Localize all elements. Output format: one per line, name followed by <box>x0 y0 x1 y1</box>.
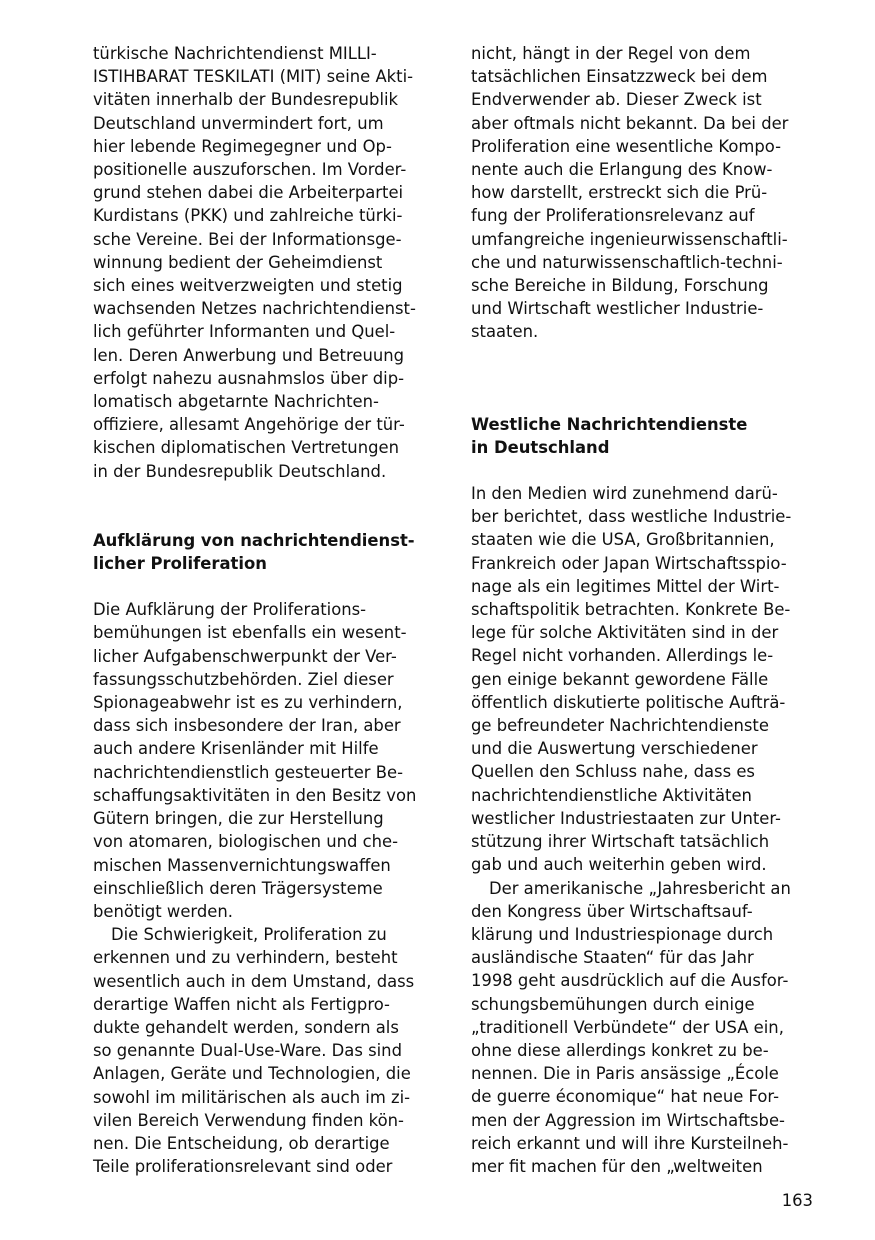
spacer <box>93 483 443 529</box>
spacer <box>93 575 443 598</box>
spacer <box>471 344 821 390</box>
right-paragraph-2: In den Medien wird zunehmend darü- ber berichtet, dass westliche Industrie- staaten wie die USA, Großbritannien, Frankreich oder Japan Wirtschaftsspio- nage als ein legitimes Mittel der Wirt- schaftspolitik betrachten. Konkrete Be- lege für solche Aktivitäten sind in der Regel nicht vorhanden. Allerdings le- gen einige bekannt gewordene Fälle öffentlich diskutierte politische Aufträ- ge befreundeter Nachrichtendienste und die Auswertung verschiedener Quellen den Schluss nahe, dass es nachrichtendienstliche Aktivitäten westlicher Industriestaaten zur Unter- stützung ihrer Wirtschaft tatsächlich gab und auch weiterhin geben wird. <box>471 484 792 875</box>
left-paragraph-2: Die Aufklärung der Proliferations- bemühungen ist ebenfalls ein wesent- licher Aufgabenschwerpunkt der Ver- fassungsschutzbehörden. Ziel dieser Spionageabwehr ist es zu verhindern, dass sich insbesondere der Iran, aber auch andere Krisenländer mit Hilfe nachrichtendienstlich gesteuerter Be- schaffungsaktivitäten in den Besitz von Gütern bringen, die zur Herstellung von atomaren, biologischen und che- mischen Massenvernichtungswaffen einschließlich deren Trägersysteme benötigt werden. <box>93 600 417 921</box>
heading-proliferation: Aufklärung von nachrichtendienst- licher Proliferation <box>93 530 415 574</box>
right-column <box>471 42 821 1178</box>
right-paragraph-1: nicht, hängt in der Regel von dem tatsächlichen Einsatzzweck bei dem Endverwender ab. Dieser Zweck ist aber oftmals nicht bekannt. Da bei der Proliferation eine wesentliche Kompo- nente auch die Erlangung des Know- how darstellt, erstreckt sich die Prü- fung der Proliferationsrelevanz auf umfangreiche ingenieurwissenschaftli- che und naturwissenschaftlich-techni- sche Bereiche in Bildung, Forschung und Wirtschaft westlicher Industrie- staaten. <box>471 44 789 342</box>
heading-western-services: Westliche Nachrichtendienste in Deutschland <box>471 414 748 457</box>
right-paragraph-3: Der amerikanische „Jahresbericht an den Kongress über Wirtschaftsauf- klärung und Industriespionage durch ausländische Staaten“ für das Jahr 1998 geht ausdrücklich auf die Ausfor- schungsbemühungen durch einige „traditionell Verbündete“ der USA ein, ohne diese allerdings konkret zu be- nennen. Die in Paris ansässige „École de guerre économique“ hat neue For- men der Aggression im Wirtschaftsbe- reich erkannt und will ihre Kursteilneh- mer fit machen für den „weltweiten <box>471 878 791 1176</box>
left-paragraph-1: türkische Nachrichtendienst MILLI- ISTIHBARAT TESKILATI (MIT) seine Akti- vitäten innerhalb der Bundesrepublik Deutschland unvermindert fort, um hier lebende Regimegegner und Op- positionelle auszuforschen. Im Vorder- grund stehen dabei die Arbeiterpartei Kurdistans (PKK) und zahlreiche türki- sche Vereine. Bei der Informationsge- winnung bedient der Geheimdienst sich eines weitverzweigten und stetig wachsenden Netzes nachrichtendienst- lich geführter Informanten und Quel- len. Deren Anwerbung und Betreuung erfolgt nahezu ausnahmslos über dip- lomatisch abgetarnte Nachrichten- offiziere, allesamt Angehörige der tür- kischen diplomatischen Vertretungen in der Bundesrepublik Deutschland. <box>93 44 416 481</box>
spacer <box>471 459 821 482</box>
left-column <box>93 42 443 1178</box>
page-number: 163 <box>781 1191 813 1210</box>
left-paragraph-3: Die Schwierigkeit, Proliferation zu erkennen und zu verhindern, besteht wesentlich auch in dem Umstand, dass derartige Waffen nicht als Fertigpro- dukte gehandelt werden, sondern als so genannte Dual-Use-Ware. Das sind Anlagen, Geräte und Technologien, die sowohl im militärischen als auch im zi- vilen Bereich Verwendung finden kön- nen. Die Entscheidung, ob derartige Teile proliferationsrelevant sind oder <box>93 925 415 1177</box>
spacer <box>471 390 821 413</box>
